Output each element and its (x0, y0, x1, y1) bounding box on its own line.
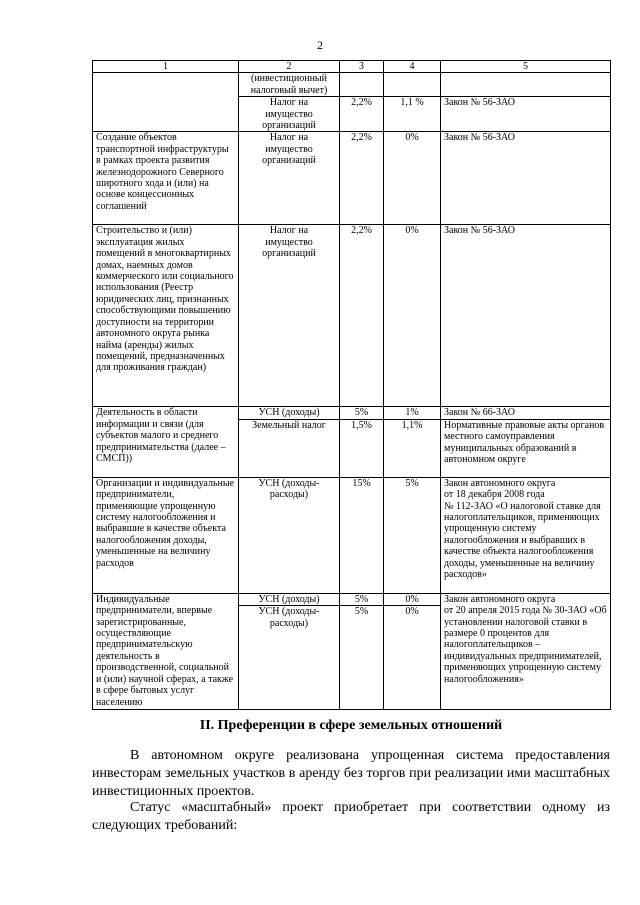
table-row (93, 593, 611, 709)
reduced-rate-cell (384, 73, 441, 97)
activity-cell (93, 73, 239, 132)
standard-rate-cell: 2,2% (340, 97, 384, 132)
reduced-rate-cell: 0% (384, 225, 441, 407)
table-row (93, 477, 611, 593)
reduced-rate-cell: 5% (384, 477, 441, 593)
reduced-rate-cell: 0% (405, 593, 419, 605)
standard-rate-cell: 2,2% (340, 225, 384, 407)
tax-cell: (инвестиционный налоговый вычет) (239, 73, 340, 97)
law-cell (441, 73, 611, 97)
column-number: 4 (384, 61, 441, 73)
reduced-rate-cell: 1% (384, 407, 441, 419)
paragraph: В автономном округе реализована упрощенная система предоставления инвесторам земельных участков в аренду без торгов при реализации ими масштабных инвестиционных проектов. (92, 748, 610, 799)
paragraph: Статус «масштабный» проект приобретает при соответствии одному из следующих требований: (92, 800, 610, 833)
tax-cell: Земельный налог (239, 419, 340, 477)
column-number: 5 (441, 61, 611, 73)
standard-rate-cell (340, 73, 384, 97)
reduced-rate-cell: 0% (384, 132, 441, 225)
reduced-rate-cell: 1,1% (384, 419, 441, 477)
table-row (93, 132, 611, 225)
tax-cell: УСН (доходы) (258, 593, 320, 605)
law-cell: Закон автономного округа от 20 апреля 2015 года № 30-ЗАО «Об установлении налоговой ставки в размере 0 процентов для налогоплательщиков – индивидуальных предпринимателей, применяющих упрощенную систему налогообложения» (441, 593, 611, 709)
law-cell: Закон № 56-ЗАО (441, 97, 611, 132)
activity-cell: Создание объектов транспортной инфраструктуры в рамках проекта развития железнодорожного Северного широтного хода и (или) на основе концессионных соглашений (93, 132, 239, 225)
tax-cell: Налог на имуществo организаций (239, 97, 340, 132)
activity-cell: Строительство и (или) эксплуатация жилых помещений в многоквартирных домах, наемных домов коммерческого или социального использования (Реестр юридических лиц, признанных способствующими повышению доступности на территории автономного округа рынка найма (аренды) жилых помещений, предназначенных для проживания граждан) (93, 225, 239, 407)
activity-cell: Организации и индивидуальные предприниматели, применяющие упрощенную систему налогообложения и выбравшие в качестве объекта налогообложения доходы, уменьшенные на величину расходов (93, 477, 239, 593)
standard-rate-cell: 2,2% (340, 132, 384, 225)
table-row (93, 225, 611, 407)
reduced-rate-cell: 1,1 % (384, 97, 441, 132)
law-cell: Нормативные правовые акты органов местного самоуправления муниципальных образований в автономном округе (441, 419, 611, 477)
standard-rate-cell: 15% (340, 477, 384, 593)
column-number: 1 (93, 61, 239, 73)
table-row (93, 73, 611, 97)
reduced-rate-group (384, 593, 441, 709)
tax-preferences-table (92, 60, 611, 710)
activity-cell: Деятельность в области информации и связи (для субъектов малого и среднего предпринимательства (далее – СМСП)) (93, 407, 239, 477)
column-number: 3 (340, 61, 384, 73)
reduced-rate-cell: 0% (384, 605, 440, 617)
law-cell: Закон № 66-ЗАО (441, 407, 611, 419)
column-number: 2 (239, 61, 340, 73)
tax-cell: УСН (доходы) (239, 407, 340, 419)
activity-cell: Индивидуальные предприниматели, впервые зарегистрированные, осуществляющие предпринимательскую деятельность в производственной, социальной и (или) научной сферах, а также в сфере бытовых услуг населению (93, 593, 239, 709)
tax-cell: Налог на имущество организаций (239, 132, 340, 225)
standard-rate-cell: 5% (340, 605, 383, 617)
page-number: 2 (317, 38, 323, 52)
tax-cell: УСН (доходы- расходы) (239, 605, 339, 629)
law-cell: Закон № 56-ЗАО (441, 225, 611, 407)
standard-rate-cell: 5% (354, 593, 369, 605)
law-cell: Закон № 56-ЗАО (441, 132, 611, 225)
table-header-row (93, 61, 611, 73)
tax-cell: Налог на имущество организаций (239, 225, 340, 407)
tax-cell: УСН (доходы- расходы) (239, 477, 340, 593)
law-cell: Закон автономного округа от 18 декабря 2008 года № 112-ЗАО «О налоговой ставке для налогоплательщиков, применяющих упрощенную систему налогообложения и выбравших в качестве объекта налогообложения доходы, уменьшенные на величину расходов» (441, 477, 611, 593)
section-heading: II. Преференции в сфере земельных отношений (199, 718, 503, 733)
standard-rate-cell: 1,5% (340, 419, 384, 477)
standard-rate-group (340, 593, 384, 709)
table-row (93, 407, 611, 419)
tax-cell-group (239, 593, 340, 709)
standard-rate-cell: 5% (340, 407, 384, 419)
